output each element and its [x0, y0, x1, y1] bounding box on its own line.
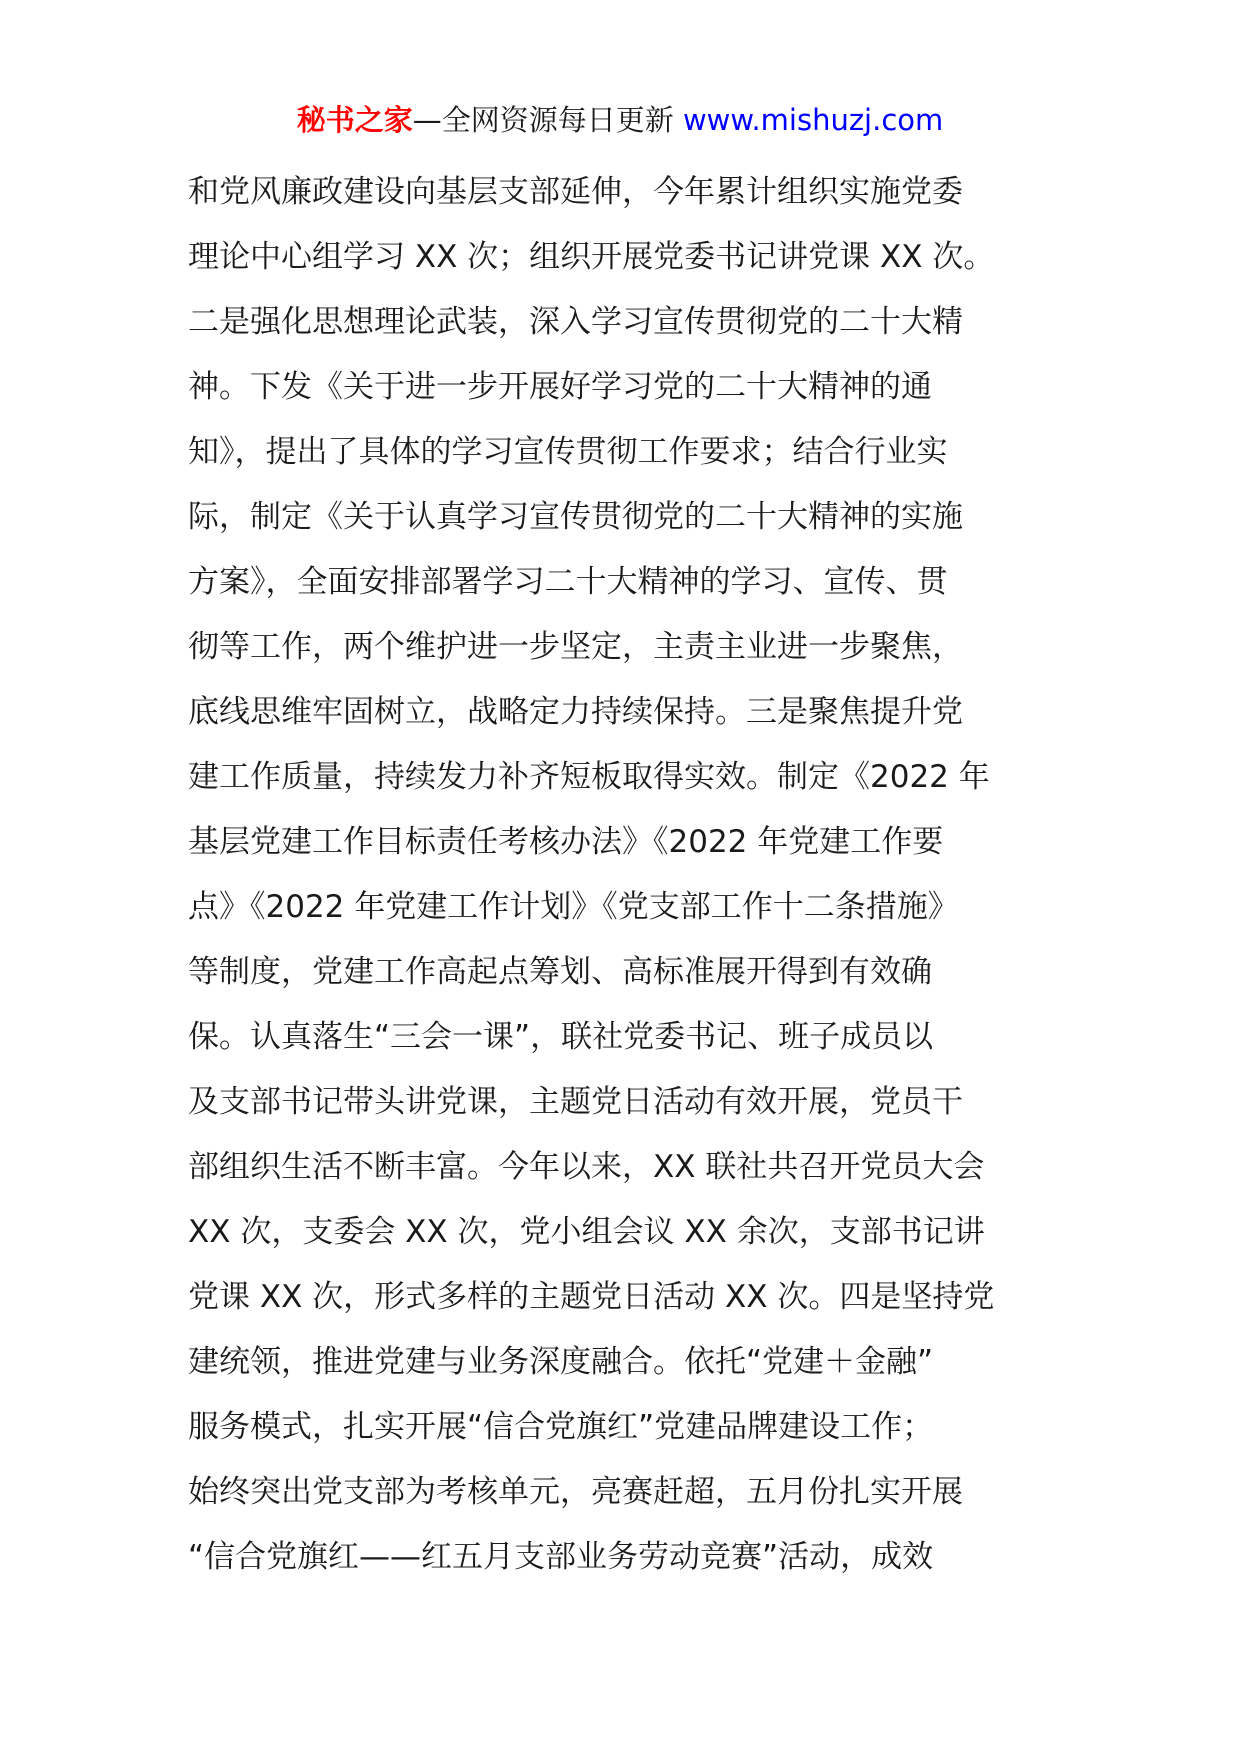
text-line: 底线思维牢固树立，战略定力持续保持。三是聚焦提升党 [188, 694, 963, 730]
text-line: 始终突出党支部为考核单元，亮赛赶超，五月份扎实开展 [188, 1474, 963, 1510]
brand-name: 秘书之家 [296, 103, 413, 137]
text-line: 建统领，推进党建与业务深度融合。依托“党建＋金融” [188, 1344, 934, 1380]
text-line: 神。下发《关于进一步开展好学习党的二十大精神的通 [188, 369, 932, 405]
page-header [0, 100, 1240, 140]
text-line: 知》，提出了具体的学习宣传贯彻工作要求；结合行业实 [188, 434, 948, 470]
text-line: 服务模式，扎实开展“信合党旗红”党建品牌建设工作； [188, 1409, 934, 1445]
text-line: 基层党建工作目标责任考核办法》《2022 年党建工作要 [188, 824, 944, 860]
text-line: 等制度，党建工作高起点筹划、高标准展开得到有效确 [188, 954, 932, 990]
text-line: 部组织生活不断丰富。今年以来，XX 联社共召开党员大会 [188, 1149, 985, 1185]
site-url-link[interactable]: www.mishuzj.com [682, 103, 944, 137]
text-line: XX 次，支委会 XX 次，党小组会议 XX 余次，支部书记讲 [188, 1214, 985, 1250]
text-line: 及支部书记带头讲党课，主题党日活动有效开展，党员干 [188, 1084, 963, 1120]
text-line: 点》《2022 年党建工作计划》《党支部工作十二条措施》 [188, 889, 959, 925]
text-line: 彻等工作，两个维护进一步坚定，主责主业进一步聚焦， [188, 629, 963, 665]
text-line: 建工作质量，持续发力补齐短板取得实效。制定《2022 年 [188, 759, 990, 795]
text-line: 和党风廉政建设向基层支部延伸，今年累计组织实施党委 [188, 174, 963, 210]
text-line: 保。认真落生“三会一课”，联社党委书记、班子成员以 [188, 1019, 934, 1055]
header-tagline: —全网资源每日更新 [412, 103, 683, 137]
text-line: 理论中心组学习 XX 次；组织开展党委书记讲党课 XX 次。 [188, 239, 995, 275]
text-line: 二是强化思想理论武装，深入学习宣传贯彻党的二十大精 [188, 304, 963, 340]
text-line: 方案》，全面安排部署学习二十大精神的学习、宣传、贯 [188, 564, 948, 600]
text-line: 党课 XX 次，形式多样的主题党日活动 XX 次。四是坚持党 [188, 1279, 995, 1315]
text-line: 际，制定《关于认真学习宣传贯彻党的二十大精神的实施 [188, 499, 963, 535]
text-line: “信合党旗红——红五月支部业务劳动竞赛”活动，成效 [188, 1539, 934, 1575]
document-body [188, 160, 1068, 1590]
